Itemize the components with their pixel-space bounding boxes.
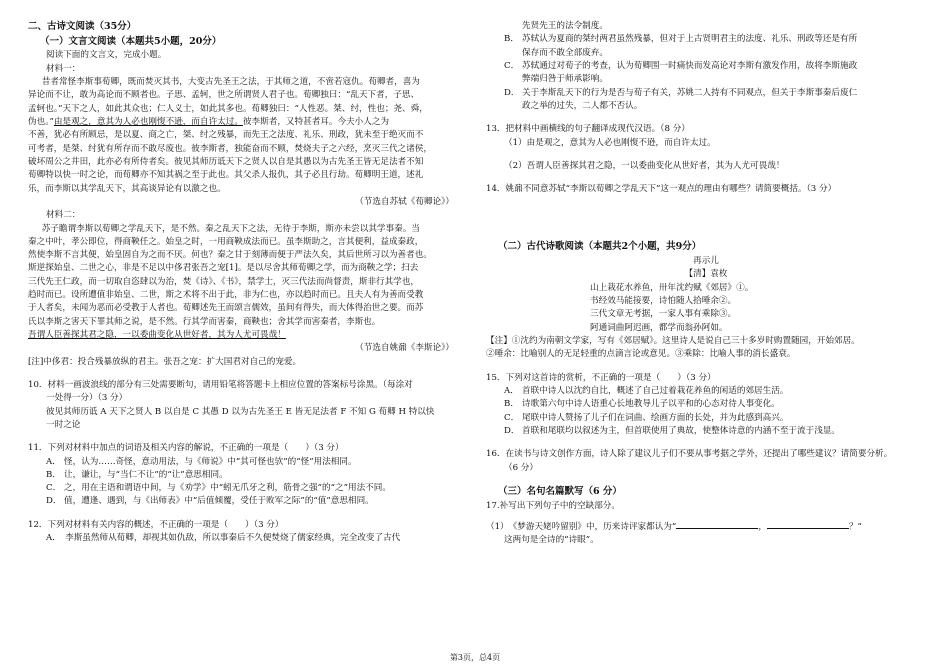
question-14 xyxy=(486,183,926,196)
option-b[interactable]: B． 让，谦让，与“当仁不让”的“让”意思相同。 xyxy=(46,469,228,480)
text-line: 异论而不让，敢为高论而不顾者也。子思、孟轲，世之所谓贤人君子也。荀卿独曰：“乱天下者，子思、 xyxy=(28,90,420,101)
sub-question-2: （2）吾谓人臣善探其君之隐，一以委曲变化从世好者，其为人尤可畏哉！ xyxy=(504,160,785,171)
text-line: 乐，而李斯以其学乱天下，其高谈异论有以激之也。 xyxy=(28,183,226,194)
poem-line: 山上栽花水养鱼，卅年沈约赋《郊居》①。 xyxy=(590,282,754,293)
option-b-cont: 保存而不敢全部废弃。 xyxy=(522,47,608,58)
poem-line: 三代文章无考据，一家人事有乘除③。 xyxy=(590,309,737,320)
poem-note: 【注】①沈约为南朝文学家，写有《郊居赋》。这里诗人是说自己三十多岁时购置随园，开始郊居。 xyxy=(486,336,860,347)
section-title: 二、古诗文阅读（35分） xyxy=(28,21,137,32)
text-line: 不善，犹必有所顾忌，是以夏、商之亡，桀、纣之残暴，而先王之法度、礼乐、刑政，犹未至于绝灭而不 xyxy=(28,130,424,141)
text-line: 秦之中叶，孝公即位，得商鞅任之。始皇之时，一用商鞅成法而已。虽李斯助之，言其便利，益成秦政， xyxy=(28,236,424,247)
question-17-1-cont: 这两句是全诗的“诗眼”。 xyxy=(504,535,599,546)
text-line: 可考者，是桀、纣犹有所存而不敢尽废也。彼李斯者，独能奋而不顾，焚烧夫子之六经，烹灭三代之诸侯， xyxy=(28,143,432,154)
question-16 xyxy=(486,448,926,475)
question-17-stem: 17.补写出下列句子中的空缺部分。 xyxy=(486,500,620,511)
material-1-source: （节选自苏轼《荀卿论》） xyxy=(355,196,454,207)
question-stem: 12．下列对材料有关内容的概述，不正确的一项是（ ）（3 分） xyxy=(28,519,284,530)
question-stem: 11．下列对材料中加点的词语及相关内容的解说，不正确的一项是（ ）（3 分） xyxy=(28,443,344,454)
poem-note-cont: ②唾余：比喻别人的无足轻重的点滴言论或意见。③乘除：比喻人事的消长盛衰。 xyxy=(486,349,796,360)
question-17-1: （1） 《梦游天姥吟留别》中，历来诗评家都认为“ ， ？” xyxy=(486,519,926,534)
question-15 xyxy=(486,372,926,439)
annotation-note: [注]中侈君：投合残暴放纵的君主。张吾之宠：扩大国君对自己的宠爱。 xyxy=(28,356,302,367)
question-stem-cont: 一处得一分）（3 分） xyxy=(46,393,128,404)
left-column xyxy=(28,20,468,545)
text-line: 斯逆探始皇、二世之心，非是不足以中侈君张吾之宠[1]。是以尽舍其师荀卿之学，而为商鞅之学；扫去 xyxy=(28,263,419,274)
option-d[interactable]: D． 值，遭逢、遇到，与《出师表》中“后值倾覆，受任于败军之际”的“值”意思相同。 xyxy=(46,496,374,507)
question-stem: 15．下列对这首诗的赏析，不正确的一项是（ ）（3 分） xyxy=(486,372,716,383)
text-line: 趋时而已。设所遭值非始皇、二世，斯之术将不出于此，非为仁也，亦以趋时而已。且夫人有为善而受教 xyxy=(28,290,424,301)
text-line: 伪也。”由是观之，意其为人必也刚愎不逊，而自许太过。彼李斯者，又特甚者耳。今夫小人之为 xyxy=(28,117,390,127)
right-column xyxy=(486,20,926,548)
underlined-sentence-2: 吾谓人臣善探其君之隐，一以委曲变化从世好者，其为人尤可畏哉！ xyxy=(28,330,286,340)
poem-title: 再示儿 xyxy=(693,256,719,267)
option-c[interactable]: C． 尾联中诗人赞扬了儿子们在词曲、绘画方面的长处，并为此感到高兴。 xyxy=(504,412,789,423)
material-2-source: （节选自姚鼐《李斯论》） xyxy=(355,343,454,354)
text-line: 氏以李斯之害天下罪其师之说，是不然。行其学而害秦，商鞅也；舍其学而害秦者，李斯也。 xyxy=(28,316,381,327)
option-d[interactable]: D． 首联和尾联均以叙述为主，但首联使用了典故，使整体诗意的内涵不至于流于浅显。 xyxy=(504,425,840,436)
option-b[interactable]: B． 诗歌第六句中诗人语重心长地教导儿子以平和的心态对待人事变化。 xyxy=(504,399,780,410)
option-d[interactable]: D． 关于李斯乱天下的行为是否与荀子有关，苏姚二人持有不同观点，但关于李斯事秦后废仁 xyxy=(504,87,858,98)
question-stem: 14．姚鼐不同意苏轼“李斯以荀卿之学乱天下”这一观点的理由有哪些？请简要概括。（3 分） xyxy=(486,184,837,195)
material-1-label: 材料一： xyxy=(46,63,81,74)
option-a-cont: 先贤先王的法令制度。 xyxy=(522,21,608,31)
question-stem: 10．材料一画波浪线的部分有三处需要断句，请用铅笔将答题卡上相应位置的答案标号涂黑。（每涂对 xyxy=(28,379,413,390)
fill-blank-1[interactable] xyxy=(676,519,758,529)
poem-line: 书经效马能接要，诗怕随人拾唾余②。 xyxy=(590,296,737,307)
question-11 xyxy=(28,442,468,509)
option-a[interactable]: A． 首联中诗人以沈约自比，概述了自己过着栽花养鱼的闲适的郊居生活。 xyxy=(504,385,789,396)
question-score: （6 分） xyxy=(504,462,538,473)
poem-line: 阿通词曲阿迟画，都学而翁孙阿如。 xyxy=(590,322,728,333)
dictation-section xyxy=(486,485,926,548)
underlined-sentence-1: 由是观之，意其为人必也刚愎不逊，而自许太过。 xyxy=(53,117,243,127)
material-2-body xyxy=(28,223,468,343)
material-1-body xyxy=(28,76,468,196)
fill-blank-2[interactable] xyxy=(767,519,849,529)
text-line: 孟轲也。”天下之人，如此其众也；仁人义士，如此其多也。荀卿独曰：“人性恶。桀、纣，性也；尧、舜， xyxy=(28,103,428,114)
poem-author: 【清】袁枚 xyxy=(684,269,728,280)
option-b[interactable]: B． 苏轼认为夏商的桀纣两君虽然残暴，但对于上古贤明君主的法度、礼乐、刑政等还是有所 xyxy=(504,34,858,45)
text-line xyxy=(28,329,468,342)
dictation-section-title: （三）名句名篇默写（6 分） xyxy=(498,485,622,497)
option-a[interactable]: A． 李斯虽然师从荀卿，却视其如仇敌，所以事秦后不久便焚烧了儒家经典，完全改变了古代 xyxy=(46,533,401,544)
question-13 xyxy=(486,123,926,173)
poetry-section-title: （二）古代诗歌阅读（本题共2个小题，共9分） xyxy=(498,241,702,253)
poem-body xyxy=(486,282,926,335)
question-12 xyxy=(28,519,468,546)
option-c[interactable]: C． 之，用在主语和谓语中间，与《劝学》中“蚓无爪牙之利，筋骨之强”的“之”用法不同。 xyxy=(46,483,391,494)
option-c[interactable]: C． 苏轼通过对荀子的考查，认为荀卿围一时痛快而发高论对李斯有激发作用，故将李斯施政 xyxy=(504,60,858,71)
text-line: 于人者矣，未闻为恶而必受教于人者也。荀卿述先王而颂言儒效，虽间有得失，而大体得治世之要。而苏 xyxy=(28,303,424,314)
text-line: 然使李斯不言其便，始皇固自为之而不厌。何也？秦之甘于刻薄而便于严法久矣，其后世所习以为善者也。 xyxy=(28,250,432,261)
option-c-cont: 弊端归咎于师承影响。 xyxy=(522,74,608,85)
question-text-cont: 一时之论 xyxy=(46,419,81,430)
text-line: 昔者常怪李斯事荀卿，既而焚灭其书，大变古先圣王之法，于其师之道，不啻若寇仇。荀卿者，喜为 xyxy=(41,77,420,88)
option-d-cont: 政之举的过失，二人都不否认。 xyxy=(522,100,643,111)
page-footer: 第3页，总4页 xyxy=(449,653,501,662)
text-line: 三代先王仁政，而一切取自恣肆以为治，焚《诗》、《书》，禁学士，灭三代法而尚督责，斯非行其学也， xyxy=(28,276,420,287)
sub-question-1: （1）由是观之，意其为人必也刚愎不逊，而自许太过。 xyxy=(504,137,716,148)
text-line: 破坏周公之井田，此亦必有所侍者矣。彼见其师历诋天下之贤人以自是其愚以为古先圣王皆无足法者不知 xyxy=(28,156,424,167)
text-line: 苏子瞻谓李斯以荀卿之学乱天下，是不然。秦之乱天下之法，无待于李斯，斯亦未尝以其学事秦。当 xyxy=(41,223,420,234)
material-2-label: 材料二： xyxy=(46,210,81,221)
instruction: 阅读下面的文言文，完成小题。 xyxy=(46,50,167,61)
question-stem: 13．把材料中画横线的句子翻译成现代汉语。（8 分） xyxy=(486,124,690,135)
option-a[interactable]: A． 怪，认为……奇怪，意动用法，与《师说》中“其可怪也欤”的“怪”用法相同。 xyxy=(46,456,357,467)
subsection-title: （一）文言文阅读（本题共5小题，20分） xyxy=(40,35,222,47)
question-stem: 16．在读书与诗文创作方面，诗人除了建议儿子们不要从事考据之学外，还提出了哪些建议？请简要分析。 xyxy=(486,449,893,460)
question-10 xyxy=(28,379,468,432)
question-text: 彼见其师历诋 A 天下之贤人 B 以自是 C 其愚 D 以为古先圣王 E 皆无足法者 F 不知 G 荀卿 H 特以快 xyxy=(46,406,435,417)
text-line: 荀卿特以快一时之论，而荀卿亦不知其祸之至于此也。其父杀人报仇，其子必且行劫。荀卿明王道，述礼 xyxy=(28,170,424,181)
